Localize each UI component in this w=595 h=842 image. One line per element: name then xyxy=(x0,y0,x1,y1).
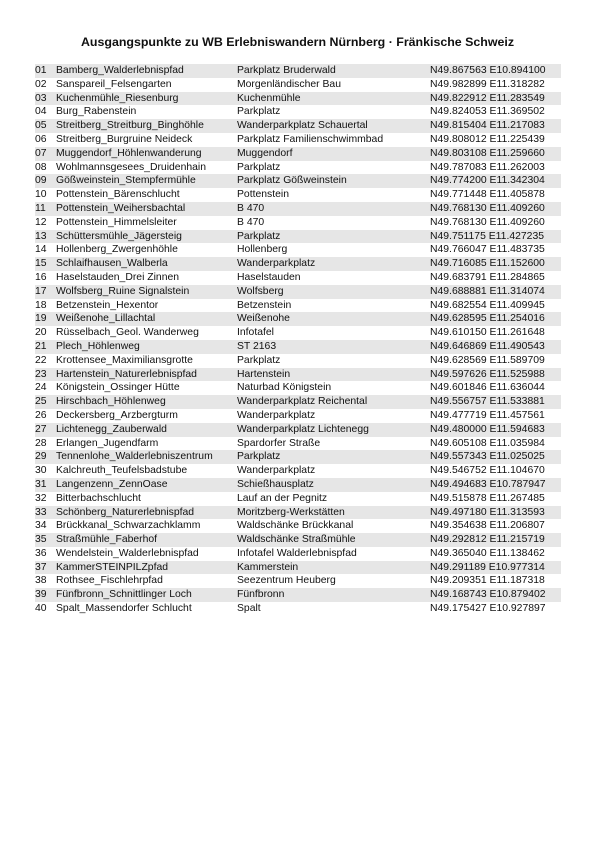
row-number: 23 xyxy=(35,368,47,380)
route-name: Schönberg_Naturerlebnispfad xyxy=(56,506,195,518)
table-row xyxy=(35,478,561,492)
route-name: Deckersberg_Arzbergturm xyxy=(56,409,178,421)
row-number: 16 xyxy=(35,271,47,283)
start-location: Wanderparkplatz xyxy=(237,465,316,477)
row-number: 04 xyxy=(35,106,47,118)
row-number: 02 xyxy=(35,78,47,90)
gps-coordinates: N49.646869 E11.490543 xyxy=(430,340,545,352)
start-location: ST 2163 xyxy=(237,340,277,352)
row-number: 09 xyxy=(35,175,47,187)
gps-coordinates: N49.556757 E11.533881 xyxy=(430,396,545,408)
start-location: Infotafel Walderlebnispfad xyxy=(237,547,357,559)
row-number: 36 xyxy=(35,547,47,559)
gps-coordinates: N49.546752 E11.104670 xyxy=(430,465,545,477)
table-row xyxy=(35,133,561,147)
route-name: Pottenstein_Bärenschlucht xyxy=(56,189,180,201)
route-name: Muggendorf_Höhlenwanderung xyxy=(56,147,202,159)
gps-coordinates: N49.209351 E11.187318 xyxy=(430,575,545,587)
start-location: Wanderparkplatz Reichental xyxy=(237,396,368,408)
row-number: 22 xyxy=(35,354,47,366)
table-row xyxy=(35,574,561,588)
row-number: 33 xyxy=(35,506,47,518)
start-location: Wanderparkplatz xyxy=(237,409,316,421)
start-location: Parkplatz Bruderwald xyxy=(237,65,336,76)
table-row xyxy=(35,188,561,202)
route-name: Schüttersmühle_Jägersteig xyxy=(56,230,182,242)
route-name: Plech_Höhlenweg xyxy=(56,340,140,352)
row-number: 17 xyxy=(35,285,47,297)
row-number: 18 xyxy=(35,299,47,311)
row-number: 03 xyxy=(35,92,47,104)
route-name: Spalt_Massendorfer Schlucht xyxy=(56,603,192,615)
start-location: Parkplatz Gößweinstein xyxy=(237,175,347,187)
row-number: 40 xyxy=(35,603,47,615)
start-location: Moritzberg-Werkstätten xyxy=(237,506,345,518)
page-title: Ausgangspunkte zu WB Erlebniswandern Nürnberg · Fränkische Schweiz xyxy=(80,35,515,49)
table-row xyxy=(35,119,561,133)
row-number: 34 xyxy=(35,520,47,532)
table-row xyxy=(35,395,561,409)
row-number: 26 xyxy=(35,409,47,421)
route-name: Haselstauden_Drei Zinnen xyxy=(56,271,180,283)
table-row xyxy=(35,78,561,92)
gps-coordinates: N49.480000 E11.594683 xyxy=(430,423,545,435)
start-location: Parkplatz xyxy=(237,354,281,366)
row-number: 07 xyxy=(35,147,47,159)
table-row xyxy=(35,423,561,437)
route-name: Burg_Rabenstein xyxy=(56,106,137,118)
start-location: Parkplatz xyxy=(237,106,281,118)
table-row xyxy=(35,492,561,506)
gps-coordinates: N49.982899 E11.318282 xyxy=(430,78,545,90)
start-location: Seezentrum Heuberg xyxy=(237,575,336,587)
row-number: 11 xyxy=(35,202,46,214)
table-row xyxy=(35,326,561,340)
row-number: 15 xyxy=(35,258,47,270)
start-location: Spardorfer Straße xyxy=(237,437,321,449)
table-row xyxy=(35,533,561,547)
route-name: Tennenlohe_Walderlebniszentrum xyxy=(56,451,213,463)
row-number: 30 xyxy=(35,465,47,477)
route-name: Schlaifhausen_Walberla xyxy=(56,258,168,270)
gps-coordinates: N49.688881 E11.314074 xyxy=(430,285,545,297)
table-row xyxy=(35,161,561,175)
gps-coordinates: N49.515878 E11.267485 xyxy=(430,492,545,504)
start-location: Wanderparkplatz xyxy=(237,258,316,270)
gps-coordinates: N49.557343 E11.025025 xyxy=(430,451,545,463)
row-number: 14 xyxy=(35,244,47,256)
start-location: Parkplatz xyxy=(237,161,281,173)
gps-coordinates: N49.494683 E10.787947 xyxy=(430,478,546,490)
route-name: Kuchenmühle_Riesenburg xyxy=(56,92,179,104)
start-location: Hollenberg xyxy=(237,244,288,256)
route-name: Hirschbach_Höhlenweg xyxy=(56,396,166,408)
route-name: Straßmühle_Faberhof xyxy=(56,534,158,546)
route-name: Fünfbronn_Schnittlinger Loch xyxy=(56,589,192,601)
table-row xyxy=(35,92,561,106)
table-row xyxy=(35,243,561,257)
start-location: Waldschänke Brückkanal xyxy=(237,520,354,532)
table-row xyxy=(35,230,561,244)
row-number: 10 xyxy=(35,189,47,201)
row-number: 27 xyxy=(35,423,47,435)
start-location: Haselstauden xyxy=(237,271,301,283)
start-location: Muggendorf xyxy=(237,147,293,159)
table-row xyxy=(35,464,561,478)
row-number: 05 xyxy=(35,120,47,132)
row-number: 19 xyxy=(35,313,47,325)
table-row xyxy=(35,368,561,382)
route-name: Streitberg_Burgruine Neideck xyxy=(56,133,193,145)
gps-coordinates: N49.175427 E10.927897 xyxy=(430,603,546,615)
row-number: 06 xyxy=(35,133,47,145)
route-name: Erlangen_Jugendfarm xyxy=(56,437,159,449)
table-row xyxy=(35,409,561,423)
table-row xyxy=(35,437,561,451)
route-name: Pottenstein_Weihersbachtal xyxy=(56,202,186,214)
start-location: Spalt xyxy=(237,603,261,615)
route-name: Streitberg_Streitburg_Binghöhle xyxy=(56,120,204,132)
start-location: Waldschänke Straßmühle xyxy=(237,534,356,546)
table-row xyxy=(35,202,561,216)
row-number: 24 xyxy=(35,382,47,394)
start-location: Parkplatz xyxy=(237,451,281,463)
table-row xyxy=(35,147,561,161)
route-name: Wohlmannsgesees_Druidenhain xyxy=(56,161,206,173)
route-name: Krottensee_Maximiliansgrotte xyxy=(56,354,193,366)
table-row xyxy=(35,285,561,299)
gps-coordinates: N49.477719 E11.457561 xyxy=(430,409,545,421)
route-name: Weißenohe_Lillachtal xyxy=(56,313,156,325)
gps-coordinates: N49.766047 E11.483735 xyxy=(430,244,545,256)
gps-coordinates: N49.774200 E11.342304 xyxy=(430,175,545,187)
gps-coordinates: N49.610150 E11.261648 xyxy=(430,327,545,339)
row-number: 20 xyxy=(35,327,47,339)
starting-points-table xyxy=(35,64,561,616)
table-row xyxy=(35,588,561,602)
gps-coordinates: N49.803108 E11.259660 xyxy=(430,147,545,159)
start-location: Wanderparkplatz Lichtenegg xyxy=(237,423,369,435)
gps-coordinates: N49.605108 E11.035984 xyxy=(430,437,545,449)
table-row xyxy=(35,312,561,326)
table-row xyxy=(35,174,561,188)
table-row xyxy=(35,216,561,230)
route-name: KammerSTEINPILZpfad xyxy=(56,561,169,573)
gps-coordinates: N49.822912 E11.283549 xyxy=(430,92,545,104)
row-number: 31 xyxy=(35,478,47,490)
gps-coordinates: N49.597626 E11.525988 xyxy=(430,368,545,380)
start-location: Lauf an der Pegnitz xyxy=(237,492,328,504)
start-location: Naturbad Königstein xyxy=(237,382,332,394)
route-name: Bamberg_Walderlebnispfad xyxy=(56,65,184,76)
start-location: Betzenstein xyxy=(237,299,292,311)
start-location: B 470 xyxy=(237,216,265,228)
start-location: Infotafel xyxy=(237,327,274,339)
row-number: 01 xyxy=(35,65,47,76)
table-row xyxy=(35,547,561,561)
table-row xyxy=(35,354,561,368)
row-number: 39 xyxy=(35,589,47,601)
table-row xyxy=(35,105,561,119)
gps-coordinates: N49.808012 E11.225439 xyxy=(430,133,545,145)
start-location: Schießhausplatz xyxy=(237,478,314,490)
table-row xyxy=(35,450,561,464)
gps-coordinates: N49.787083 E11.262003 xyxy=(430,161,545,173)
gps-coordinates: N49.716085 E11.152600 xyxy=(430,258,545,270)
start-location: Fünfbronn xyxy=(237,589,285,601)
gps-coordinates: N49.628569 E11.589709 xyxy=(430,354,545,366)
gps-coordinates: N49.628595 E11.254016 xyxy=(430,313,545,325)
table-row xyxy=(35,299,561,313)
gps-coordinates: N49.682554 E11.409945 xyxy=(430,299,545,311)
gps-coordinates: N49.824053 E11.369502 xyxy=(430,106,545,118)
route-name: Hollenberg_Zwergenhöhle xyxy=(56,244,178,256)
gps-coordinates: N49.291189 E10.977314 xyxy=(430,561,545,573)
row-number: 12 xyxy=(35,216,47,228)
gps-coordinates: N49.601846 E11.636044 xyxy=(430,382,545,394)
start-location: Hartenstein xyxy=(237,368,291,380)
route-name: Königstein_Ossinger Hütte xyxy=(56,382,180,394)
start-location: Weißenohe xyxy=(237,313,290,325)
route-name: Brückkanal_Schwarzachklamm xyxy=(56,520,201,532)
table-row xyxy=(35,340,561,354)
table-row xyxy=(35,561,561,575)
route-name: Kalchreuth_Teufelsbadstube xyxy=(56,465,188,477)
start-location: Morgenländischer Bau xyxy=(237,78,341,90)
start-location: B 470 xyxy=(237,202,265,214)
row-number: 38 xyxy=(35,575,47,587)
table-row xyxy=(35,381,561,395)
gps-coordinates: N49.751175 E11.427235 xyxy=(430,230,545,242)
row-number: 21 xyxy=(35,340,47,352)
gps-coordinates: N49.497180 E11.313593 xyxy=(430,506,545,518)
gps-coordinates: N49.771448 E11.405878 xyxy=(430,189,545,201)
route-name: Rüsselbach_Geol. Wanderweg xyxy=(56,327,199,339)
table-row xyxy=(35,519,561,533)
gps-coordinates: N49.365040 E11.138462 xyxy=(430,547,545,559)
table-row xyxy=(35,257,561,271)
row-number: 35 xyxy=(35,534,47,546)
table-row xyxy=(35,602,561,616)
row-number: 13 xyxy=(35,230,47,242)
start-location: Kuchenmühle xyxy=(237,92,301,104)
route-name: Rothsee_Fischlehrpfad xyxy=(56,575,163,587)
gps-coordinates: N49.292812 E11.215719 xyxy=(430,534,545,546)
route-name: Langenzenn_ZennOase xyxy=(56,478,168,490)
route-name: Gößweinstein_Stempfermühle xyxy=(56,175,196,187)
route-name: Hartenstein_Naturerlebnispfad xyxy=(56,368,197,380)
gps-coordinates: N49.168743 E10.879402 xyxy=(430,589,546,601)
row-number: 32 xyxy=(35,492,47,504)
row-number: 28 xyxy=(35,437,47,449)
gps-coordinates: N49.683791 E11.284865 xyxy=(430,271,545,283)
row-number: 29 xyxy=(35,451,47,463)
gps-coordinates: N49.768130 E11.409260 xyxy=(430,202,545,214)
route-name: Betzenstein_Hexentor xyxy=(56,299,159,311)
row-number: 25 xyxy=(35,396,47,408)
gps-coordinates: N49.867563 E10.894100 xyxy=(430,65,546,76)
route-name: Bitterbachschlucht xyxy=(56,492,141,504)
start-location: Wanderparkplatz Schauertal xyxy=(237,120,368,132)
start-location: Parkplatz xyxy=(237,230,281,242)
start-location: Kammerstein xyxy=(237,561,299,573)
row-number: 08 xyxy=(35,161,47,173)
table-row xyxy=(35,271,561,285)
start-location: Parkplatz Familienschwimmbad xyxy=(237,133,384,145)
gps-coordinates: N49.354638 E11.206807 xyxy=(430,520,545,532)
gps-coordinates: N49.768130 E11.409260 xyxy=(430,216,545,228)
route-name: Wendelstein_Walderlebnispfad xyxy=(56,547,199,559)
route-name: Sanspareil_Felsengarten xyxy=(56,78,172,90)
row-number: 37 xyxy=(35,561,47,573)
route-name: Lichtenegg_Zauberwald xyxy=(56,423,167,435)
start-location: Pottenstein xyxy=(237,189,289,201)
table-row xyxy=(35,506,561,520)
route-name: Pottenstein_Himmelsleiter xyxy=(56,216,177,228)
table-row xyxy=(35,64,561,78)
start-location: Wolfsberg xyxy=(237,285,284,297)
route-name: Wolfsberg_Ruine Signalstein xyxy=(56,285,190,297)
gps-coordinates: N49.815404 E11.217083 xyxy=(430,120,545,132)
